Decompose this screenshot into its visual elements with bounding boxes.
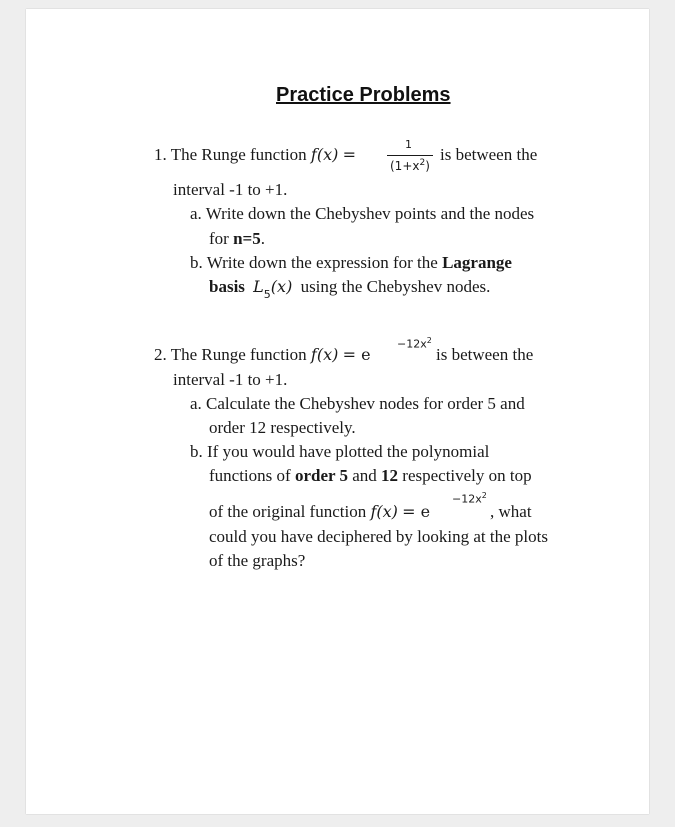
problem-1a-n-value: n=5 (233, 229, 261, 248)
problem-2b-label: b. (190, 442, 203, 461)
problem-2b-line-4: could you have deciphered by looking at the plots (209, 527, 548, 546)
problem-1a-label: a. (190, 204, 202, 223)
problem-1b-subscript: 5 (263, 288, 271, 301)
problem-2a-line-2: order 12 respectively. (209, 418, 356, 437)
problem-2-line-2: interval -1 to +1. (173, 370, 288, 389)
problem-2-intro: The Runge function (170, 345, 307, 364)
problem-1-intro: The Runge function (170, 145, 307, 164)
problem-1-numerator: 1 (405, 138, 412, 151)
problem-1-equals: = (342, 145, 357, 164)
problem-2-fx: f(x) (310, 345, 339, 364)
page-title: Practice Problems (276, 84, 451, 106)
problem-2-line-1 (154, 345, 371, 365)
problem-1-after: is between the (440, 145, 538, 164)
problem-1-number: 1. (154, 145, 167, 164)
problem-1-fraction-bar (387, 155, 433, 156)
problem-2-number: 2. (154, 345, 167, 364)
problem-1a-line-1: a. Write down the Chebyshev points and the nodes (190, 204, 535, 223)
problem-1-line-2: interval -1 to +1. (173, 180, 288, 199)
problem-1-line-1 (154, 145, 356, 165)
problem-1b-label: b. (190, 253, 203, 272)
problem-1-denominator-exponent: 2 (419, 158, 426, 168)
problem-1b-line-2: basis $L_5(x)$ using the Chebyshev nodes. (209, 277, 491, 301)
problem-1a-line-2: for n=5. (209, 229, 265, 248)
problem-2b-line-3: of the original function f(x) = e (209, 502, 431, 521)
problem-1b-lagrange: Lagrange (442, 253, 512, 272)
problem-2b-line-3-end: , what (490, 502, 532, 521)
problem-2a-line-1: a. Calculate the Chebyshev nodes for order 5 and (190, 394, 525, 413)
problem-1b-L: L (253, 277, 264, 296)
problem-2-exponent: $-12x^2$ (397, 336, 432, 351)
problem-1-denominator: $(1+x^2)$ (390, 158, 430, 173)
problem-2b-line-1: b. If you would have plotted the polynomial (190, 442, 490, 461)
problem-2a-label: a. (190, 394, 202, 413)
problem-2-after: is between the (436, 345, 534, 364)
problem-2b-exponent: $-12x^2$ (452, 491, 487, 506)
problem-2-equals-e: = e (342, 345, 371, 364)
problem-2b-line-5: of the graphs? (209, 551, 306, 570)
problem-1-fx: f(x) (310, 145, 339, 164)
problem-1b-line-1: b. Write down the expression for the Lagrange (190, 253, 512, 272)
problem-2b-line-2: functions of order 5 and 12 respectively on top (209, 466, 532, 485)
